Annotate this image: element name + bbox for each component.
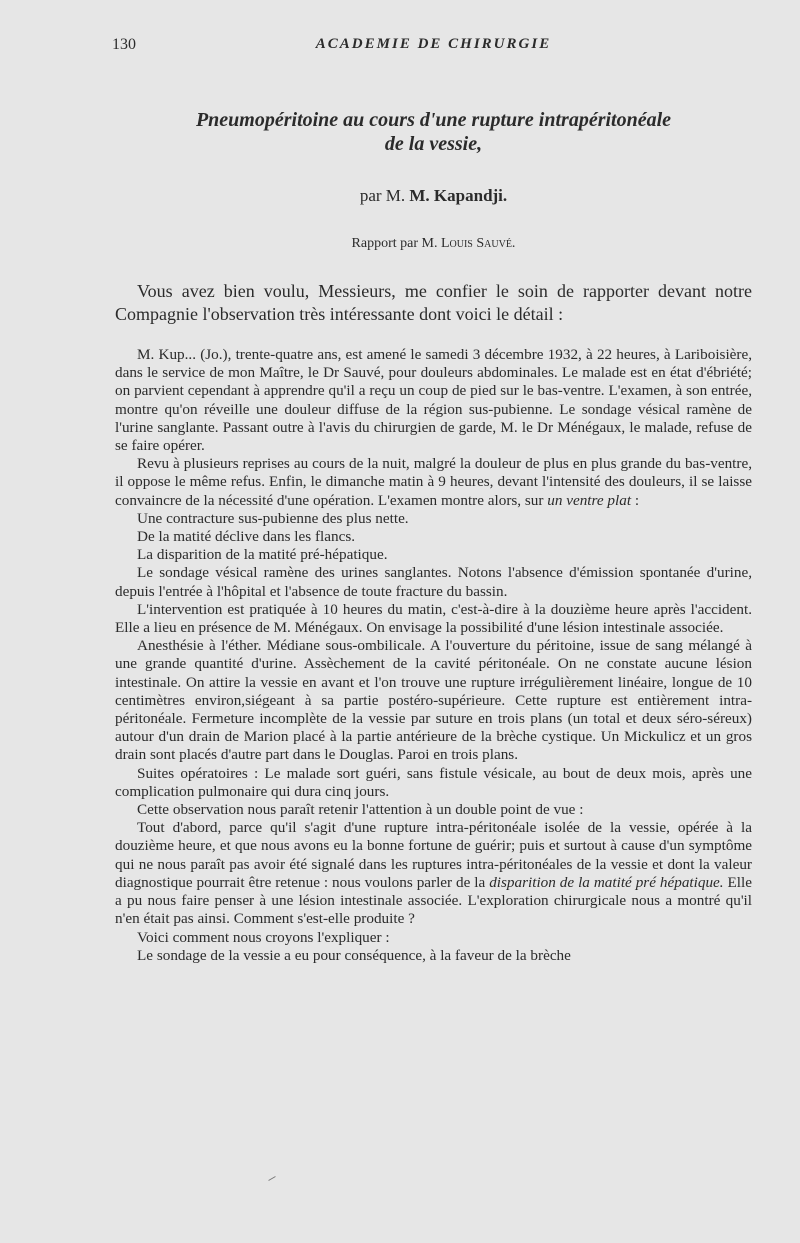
paragraph-11-text: Tout d'abord, parce qu'il s'agit d'une rupture intra-péritonéale isolée de la vessie, opérée à la douzième heure, et que nous avons eu la bonne fortune de guérir; puis et surtout à cause d'un symptôme qui ne nous paraît pas avoir été signalé dans les ruptures intra-péritonéales de la vessie et dont la valeur diagnostique pourrait être retenue : nous voulons parler de la	[115, 819, 752, 891]
paragraph-8: Anesthésie à l'éther. Médiane sous-ombilicale. A l'ouverture du péritoine, issue de sang mélangé à une grande quantité d'urine. Assèchement de la cavité péritonéale. On ne constate aucune lésion intestinale. On attire la vessie en avant et l'on trouve une rupture irrégulièrement linéaire, longue de 10 centimètres environ,siégeant à sa partie postéro-supérieure. Cette rupture est entièrement intra-péritonéale. Fermeture incomplète de la vessie par suture en trois plans (un total et deux séro-séreux) autour d'un drain de Marion placé à la partie antérieure de la brèche cystique. Un Mickulicz et un gros drain sont placés d'autre part dans le Douglas. Paroi en trois plans.	[115, 637, 752, 764]
paragraph-7: L'intervention est pratiquée à 10 heures du matin, c'est-à-dire à la douzième heure après l'accident. Elle a lieu en présence de M. Ménégaux. On envisage la possibilité d'une lésion intestinale associée.	[115, 600, 752, 637]
body-text	[115, 346, 752, 965]
paragraph-11	[115, 819, 752, 928]
paragraph-11-tail: Elle a pu nous faire penser à une lésion intestinale associée. L'exploration chirurgicale nous a montré qu'il n'en était pas ainsi. Comment s'est-elle produite ?	[115, 873, 752, 928]
byline	[115, 186, 752, 206]
running-head	[112, 36, 752, 58]
report-prefix: Rapport par M.	[351, 236, 438, 251]
paragraph-2-text: Revu à plusieurs reprises au cours de la nuit, malgré la douleur de plus en plus grande du bas-ventre, il oppose le même refus. Enfin, le dimanche matin à 9 heures, devant l'intensité des douleurs, il se laisse convaincre de la nécessité d'une opération. L'examen montre alors, sur	[115, 455, 752, 509]
paragraph-4: De la matité déclive dans les flancs.	[137, 528, 356, 546]
paragraph-5: La disparition de la matité pré-hépatique.	[137, 546, 388, 564]
paragraph-12: Voici comment nous croyons l'expliquer :	[137, 928, 390, 946]
journal-title: ACADEMIE DE CHIRURGIE	[315, 36, 552, 52]
byline-prefix: par M.	[359, 186, 406, 205]
page-number: 130	[112, 36, 136, 53]
paragraph-11-emphasis: disparition de la matité pré hépatique.	[489, 873, 724, 891]
article-title-line-1: Pneumopéritoine au cours d'une rupture intrapéritonéale	[195, 109, 672, 131]
paragraph-13: Le sondage de la vessie a eu pour conséquence, à la faveur de la brèche	[137, 946, 571, 964]
article-title-line-2: de la vessie,	[384, 133, 483, 155]
pencil-mark	[268, 1176, 275, 1181]
byline-author: M. Kapandji.	[409, 186, 508, 205]
paragraph-10: Cette observation nous paraît retenir l'attention à un double point de vue :	[137, 801, 584, 819]
paragraph-1: M. Kup... (Jo.), trente-quatre ans, est amené le samedi 3 décembre 1932, à 22 heures, à Lariboisière, dans le service de mon Maître, le Dr Sauvé, pour douleurs abdominales. Le malade est en état d'ébriété; on parvient cependant à apprendre qu'il a reçu un coup de pied sur le bas-ventre. L'examen, à son entrée, montre qu'on réveille une douleur diffuse de la région sus-pubienne. Le sondage vésical ramène de l'urine sanglante. Passant outre à l'avis du chirurgien de garde, M. le Dr Ménégaux, le malade, refuse de se faire opérer.	[115, 346, 752, 455]
paragraph-2-emphasis: un ventre plat	[547, 491, 632, 509]
report-author: Louis Sauvé.	[440, 236, 516, 251]
paragraph-3: Une contracture sus-pubienne des plus nette.	[137, 509, 409, 527]
paragraph-2	[115, 455, 752, 510]
article-title	[115, 108, 752, 156]
paragraph-2-tail: :	[631, 491, 640, 509]
paragraph-6: Le sondage vésical ramène des urines sanglantes. Notons l'absence d'émission spontanée d'urine, depuis l'entrée à l'hôpital et l'absence de toute fracture du bassin.	[115, 564, 752, 600]
report-line	[115, 236, 752, 252]
intro-paragraph: Vous avez bien voulu, Messieurs, me confier le soin de rapporter devant notre Compagnie l'observation très intéressante dont voici le détail :	[115, 281, 752, 324]
paragraph-9: Suites opératoires : Le malade sort guéri, sans fistule vésicale, au bout de deux mois, après une complication pulmonaire qui dura cinq jours.	[115, 764, 752, 800]
